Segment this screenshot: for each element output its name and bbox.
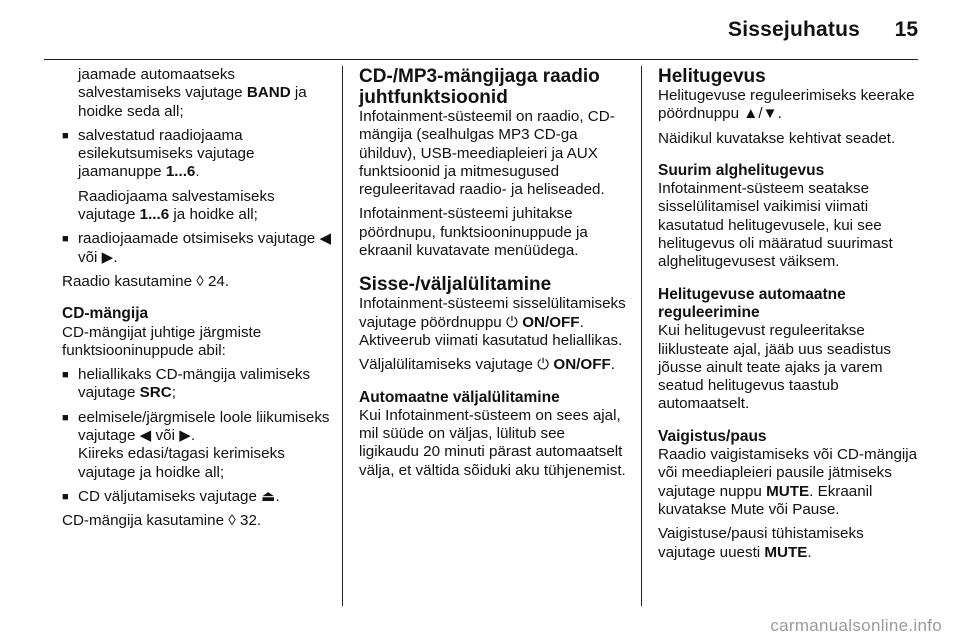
paragraph: Kui Infotainment-süsteem on sees ajal, mil süüde on väljas, lülitub see ligikaudu 20 minuti pärast automaatselt välja, et vältida sõiduki aku tühjenemist. (359, 406, 626, 479)
max-volume-heading: Suurim alghelitugevus (658, 161, 825, 179)
paragraph: Infotainment-süsteemil on raadio, CD-mängija (sealhulgas MP3 CD-ga ühilduv), USB-meediapleieri ja AUX funktsioonid ja mitmesugused reguleeritavad raadio- ja heliseaded. (359, 108, 615, 199)
section-title: Sissejuhatus (728, 18, 860, 41)
continued-list-text: jaamade automaatseks salvestamiseks vajutage BAND ja hoidke seda all; (78, 66, 307, 120)
seek-left-icon: ◀ (139, 427, 152, 445)
list-item: ■ raadiojaamade otsimiseks vajutage ◀ või ▶. (62, 230, 332, 267)
column-divider-2 (641, 66, 642, 606)
paragraph: Infotainment-süsteemi juhitakse pöördnupu, funktsiooninuppude ja ekraanil kuvatavate menüüdega. (359, 205, 588, 260)
seek-right-icon: ▶ (101, 248, 114, 266)
cd-player-heading: CD-mängija (62, 305, 149, 323)
cd-intro: CD-mängijat juhtige järgmiste funktsiooninuppude abil: (62, 323, 262, 359)
mute-heading: Vaigistus/paus (658, 427, 767, 445)
eject-icon: ⏏ (261, 487, 276, 505)
power-icon: ⏻ (537, 356, 550, 374)
paragraph: Väljalülitamiseks vajutage ⏻ ON/OFF. (359, 356, 615, 374)
paragraph: Vaigistuse/pausi tühistamiseks vajutage uuesti MUTE. (658, 525, 864, 561)
column-1 (62, 66, 332, 537)
reference-arrow-icon: ◊ (228, 512, 236, 530)
paragraph: Infotainment-süsteemi sisselülitamiseks vajutage pöördnuppu ⏻ ON/OFF. Aktiveerub viimati kasutatud heliallikas. (359, 295, 626, 349)
list-item: ■ salvestatud raadiojaama esilekutsumiseks vajutage jaamanuppe 1...6. (62, 127, 332, 182)
list-item: ■ CD väljutamiseks vajutage ⏏. (62, 488, 332, 506)
seek-left-icon: ◀ (319, 230, 332, 248)
list-item-continuation: Raadiojaama salvestamiseks vajutage 1...6 ja hoidke all; (78, 187, 275, 224)
auto-off-heading: Automaatne väljalülitamine (359, 388, 560, 406)
column-3 (658, 66, 920, 568)
paragraph: Helitugevuse reguleerimiseks keerake pöördnuppu ▲/▼. (658, 87, 915, 123)
volume-heading: Helitugevus (658, 66, 766, 87)
page-number: 15 (894, 18, 918, 41)
paragraph: Näidikul kuvatakse kehtivat seadet. (658, 129, 896, 147)
paragraph: Infotainment-süsteem seatakse sisselülitamisel vaikimisi viimati kasutatud helitugevusele, kui see helitugevus oli määratud suurimast alghelitugevusest väiksem. (658, 180, 893, 271)
list-item: ■ heliallikaks CD-mängija valimiseks vajutage SRC; (62, 366, 332, 403)
volume-arrows-icon: ▲/▼ (743, 105, 778, 123)
controls-heading: CD-/MP3-mängijaga raadio juhtfunktsioonid (359, 66, 600, 108)
page-header (0, 0, 960, 58)
cross-reference: Raadio kasutamine ◊ 24. (62, 272, 230, 290)
header-divider (44, 59, 918, 60)
power-icon: ⏻ (505, 313, 518, 331)
auto-volume-heading: Helitugevuse automaatne reguleerimine (658, 285, 846, 321)
list-item: ■ eelmisele/järgmisele loole liikumiseks vajutage ◀ või ▶. Kiireks edasi/tagasi kerimiseks vajutage ja hoidke all; (62, 409, 332, 482)
on-off-heading: Sisse-/väljalülitamine (359, 274, 552, 296)
paragraph: Raadio vaigistamiseks või CD-mängija või meediapleieri pausile jätmiseks vajutage nuppu MUTE. Ekraanil kuvatakse Mute või Pause. (658, 446, 918, 518)
paragraph: Kui helitugevust reguleeritakse liiklusteate ajal, jääb uus seadistus jõusse ainult teate ajaks ja varem seatud helitugevus taastub automaatselt. (658, 322, 892, 413)
column-divider-1 (342, 66, 343, 606)
column-2 (359, 66, 629, 486)
cross-reference: CD-mängija kasutamine ◊ 32. (62, 512, 262, 530)
seek-right-icon: ▶ (179, 427, 191, 445)
reference-arrow-icon: ◊ (196, 272, 204, 290)
watermark: carmanualsonline.info (770, 616, 942, 635)
